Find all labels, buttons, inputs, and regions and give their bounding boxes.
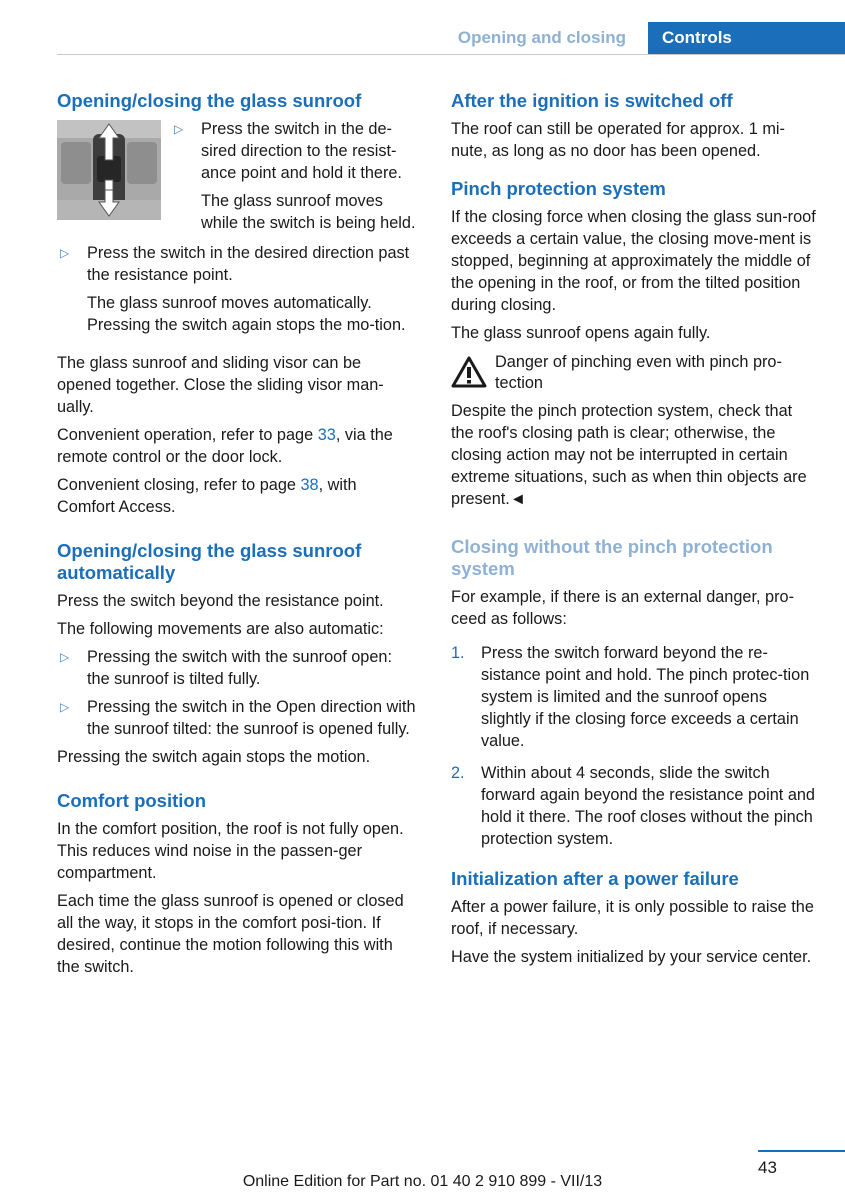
warning-title: Danger of pinching even with pinch pro‐tection bbox=[495, 353, 782, 392]
page-number-rule bbox=[758, 1150, 845, 1152]
warning-triangle-icon bbox=[451, 356, 487, 388]
bullet-triangle-icon: ▷ bbox=[174, 122, 184, 136]
paragraph: Press the switch beyond the resistance point. bbox=[57, 592, 384, 610]
paragraph: After a power failure, it is only possible to raise the roof, if necessary. bbox=[451, 898, 814, 938]
warning-body: Despite the pinch protection system, check that the roof's closing path is clear; otherwise, the closing action may not be interrupted in certain extreme situations, such as when thin objects are present.◄ bbox=[451, 402, 807, 508]
bullet-text: Press the switch in the de‐sired direction to the resist‐ance point and hold it there. bbox=[201, 120, 402, 182]
paragraph: If the closing force when closing the glass sun‐roof exceeds a certain value, the closing move‐ment is stopped, beginning at approximately the middle of the opening in the roof, or from the tilted position during closing. bbox=[451, 208, 816, 314]
switch-illustration-row bbox=[57, 118, 419, 234]
numbered-step-1 bbox=[451, 642, 819, 752]
bullet-triangle-icon: ▷ bbox=[60, 650, 70, 664]
heading-after-ignition: After the ignition is switched off bbox=[451, 90, 733, 111]
header-section-title: Opening and closing bbox=[457, 28, 626, 47]
header-rule bbox=[57, 54, 845, 55]
bullet-subtext: The glass sunroof moves automatically. Pressing the switch again stops the mo‐tion. bbox=[87, 294, 406, 334]
page-number: 43 bbox=[758, 1158, 777, 1177]
list-item bbox=[57, 696, 419, 740]
heading-comfort-position: Comfort position bbox=[57, 790, 207, 811]
bullet-text: Press the switch in the desired direction past the resistance point. bbox=[87, 244, 410, 284]
paragraph: For example, if there is an external danger, pro‐ceed as follows: bbox=[451, 588, 794, 628]
heading-automatic: Opening/closing the glass sunroof automatically bbox=[57, 540, 362, 583]
paragraph: In the comfort position, the roof is not fully open. This reduces wind noise in the passen‐ger compartment. bbox=[57, 820, 404, 882]
bullet-subtext: The glass sunroof moves while the switch is being held. bbox=[201, 192, 416, 232]
page-link-38[interactable]: 38 bbox=[300, 476, 319, 494]
step-text: Press the switch forward beyond the re‐sistance point and hold. The pinch protec‐tion system is limited and the sunroof opens slightly if the closing force exceeds a certain value. bbox=[481, 644, 810, 750]
text: Convenient closing, refer to page bbox=[57, 476, 301, 494]
paragraph: Each time the glass sunroof is opened or closed all the way, it stops in the comfort posi‐tion. If desired, continue the motion following this with the switch. bbox=[57, 892, 404, 976]
left-column bbox=[57, 90, 419, 984]
step-number: 2. bbox=[451, 764, 465, 782]
list-item bbox=[57, 242, 419, 336]
paragraph: The glass sunroof and sliding visor can be opened together. Close the sliding visor man‐ually. bbox=[57, 354, 384, 416]
right-column bbox=[451, 90, 819, 974]
step-number: 1. bbox=[451, 644, 465, 662]
warning-box bbox=[451, 352, 819, 394]
heading-initialization: Initialization after a power failure bbox=[451, 868, 739, 889]
numbered-step-2 bbox=[451, 762, 819, 850]
header-chapter-tab: Controls bbox=[648, 22, 845, 54]
text: , with Comfort Access. bbox=[57, 476, 357, 516]
sunroof-switch-image bbox=[57, 120, 161, 220]
paragraph: The following movements are also automatic: bbox=[57, 620, 384, 638]
paragraph: The roof can still be operated for approx. 1 mi‐nute, as long as no door has been opened. bbox=[451, 120, 785, 160]
heading-pinch-protection: Pinch protection system bbox=[451, 178, 666, 199]
footer-edition: Online Edition for Part no. 01 40 2 910 899 - VII/13 bbox=[242, 1173, 603, 1190]
paragraph: The glass sunroof opens again fully. bbox=[451, 324, 711, 342]
paragraph: Have the system initialized by your service center. bbox=[451, 948, 812, 966]
bullet-triangle-icon: ▷ bbox=[60, 700, 70, 714]
heading-opening-closing: Opening/closing the glass sunroof bbox=[57, 90, 362, 111]
bullet-text: Pressing the switch with the sunroof open: the sunroof is tilted fully. bbox=[87, 648, 392, 688]
paragraph: Pressing the switch again stops the motion. bbox=[57, 748, 371, 766]
paragraph-convenient-operation bbox=[57, 424, 419, 468]
list-item bbox=[171, 118, 419, 234]
paragraph-convenient-closing bbox=[57, 474, 419, 518]
heading-closing-without-pinch: Closing without the pinch protection system bbox=[451, 536, 773, 579]
text: Convenient operation, refer to page bbox=[57, 426, 318, 444]
page-link-33[interactable]: 33 bbox=[317, 426, 336, 444]
bullet-triangle-icon: ▷ bbox=[60, 246, 70, 260]
bullet-text: Pressing the switch in the Open direction with the sunroof tilted: the sunroof is opened fully. bbox=[87, 698, 416, 738]
step-text: Within about 4 seconds, slide the switch forward again beyond the resistance point and hold it there. The roof closes without the pinch protection system. bbox=[481, 764, 815, 848]
list-item bbox=[57, 646, 419, 690]
text: , via the remote control or the door lock. bbox=[57, 426, 393, 466]
